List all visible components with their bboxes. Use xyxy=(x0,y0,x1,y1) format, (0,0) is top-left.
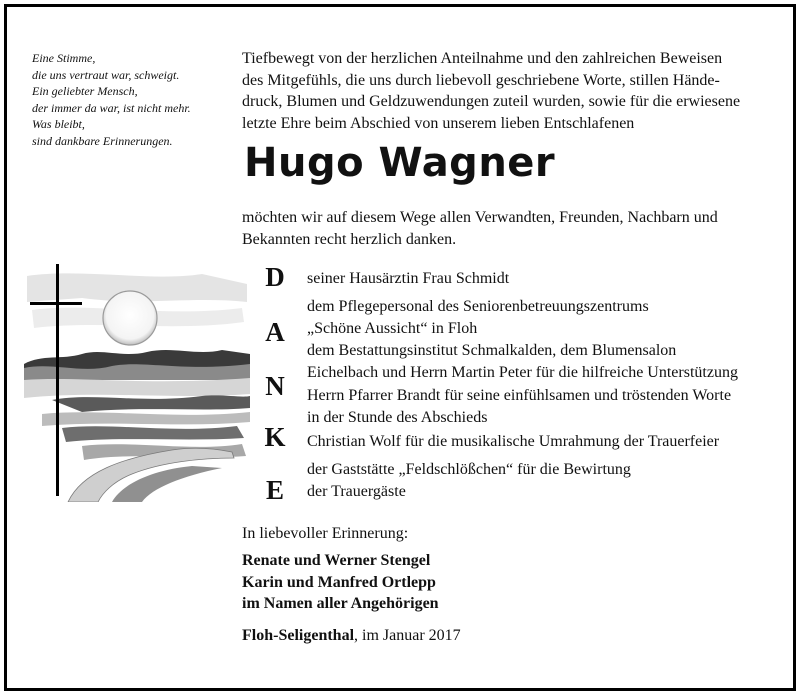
signer-line: Karin und Manfred Ortlepp xyxy=(242,573,436,591)
thanks-entry xyxy=(307,296,777,339)
entry-line: dem Pflegepersonal des Seniorenbetreuungszentrums xyxy=(307,298,649,315)
poem-line: Eine Stimme, xyxy=(32,51,96,65)
cross-landscape-illustration xyxy=(22,262,257,502)
poem-line: Was bleibt, xyxy=(32,117,85,131)
danke-letter: N xyxy=(265,371,285,401)
memorial-poem xyxy=(32,50,232,149)
intro-paragraph xyxy=(242,48,770,134)
danke-letter: K xyxy=(264,422,286,452)
poem-line: Ein geliebter Mensch, xyxy=(32,84,138,98)
deceased-name: Hugo Wagner xyxy=(244,140,556,186)
entry-line: der Trauergäste xyxy=(307,482,406,500)
entry-line: Eichelbach und Herrn Martin Peter für die hilfreiche Unterstützung xyxy=(307,363,738,381)
intro-line: Tiefbewegt von der herzlichen Anteilnahme und den zahlreichen Beweisen xyxy=(242,50,723,67)
place-name: Floh-Seligenthal xyxy=(242,627,355,644)
date-text: , im Januar 2017 xyxy=(354,627,461,644)
entry-line: der Gaststätte „Feldschlößchen“ für die Bewirtung xyxy=(307,461,631,478)
danke-letter: D xyxy=(265,262,285,292)
thanks-entry xyxy=(307,431,777,453)
signer-line: Renate und Werner Stengel xyxy=(242,552,431,569)
thanks-line: Bekannten recht herzlich danken. xyxy=(242,230,457,248)
entry-line: seiner Hausärztin Frau Schmidt xyxy=(307,270,510,287)
thanks-entry xyxy=(307,385,777,428)
intro-line: letzte Ehre beim Abschied von unserem lieben Entschlafenen xyxy=(242,114,635,132)
entry-line: in der Stunde des Abschieds xyxy=(307,408,488,426)
thanks-entry xyxy=(307,459,777,502)
closing-line: In liebevoller Erinnerung: xyxy=(242,525,409,542)
entry-line: Christian Wolf für die musikalische Umrahmung der Trauerfeier xyxy=(307,433,720,450)
intro-line: des Mitgefühls, die uns durch liebevoll geschriebene Worte, stillen Hände- xyxy=(242,71,720,89)
intro-line: druck, Blumen und Geldzuwendungen zuteil wurden, sowie für die erwiesene xyxy=(242,93,741,110)
danke-letter: A xyxy=(265,317,285,347)
signers-block xyxy=(242,550,439,615)
poem-line: der immer da war, ist nicht mehr. xyxy=(32,100,191,115)
entry-line: „Schöne Aussicht“ in Floh xyxy=(307,319,478,337)
place-date xyxy=(242,626,461,646)
thanks-entry xyxy=(307,340,777,383)
entry-line: dem Bestattungsinstitut Schmalkalden, dem Blumensalon xyxy=(307,342,677,359)
thanks-entry xyxy=(307,268,777,290)
thanks-line: möchten wir auf diesem Wege allen Verwandten, Freunden, Nachbarn und xyxy=(242,209,718,226)
thanks-paragraph xyxy=(242,207,770,250)
poem-line: die uns vertraut war, schweigt. xyxy=(32,67,180,82)
signer-line: im Namen aller Angehörigen xyxy=(242,595,439,612)
entry-line: Herrn Pfarrer Brandt für seine einfühlsamen und tröstenden Worte xyxy=(307,387,732,404)
poem-line: sind dankbare Erinnerungen. xyxy=(32,133,173,148)
danke-letter: E xyxy=(265,475,284,505)
